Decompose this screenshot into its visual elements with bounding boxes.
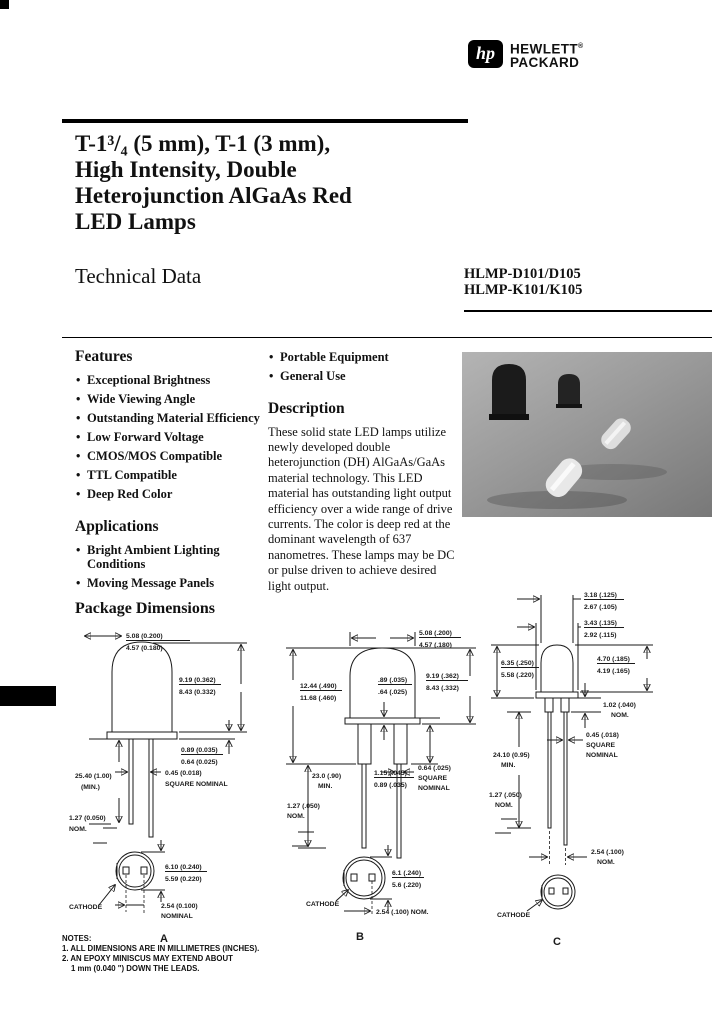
dim-b-flange-1: .89 (.035) [378, 677, 408, 684]
dim-a-lead-length: 25.40 (1.00) [75, 773, 112, 780]
dim-b-body-height-1: 9.19 (.362) [426, 673, 459, 680]
applications-list [75, 543, 261, 591]
dim-b-total-1: 12.44 (.490) [300, 683, 337, 690]
dim-c-cap-3: 3.43 (.135) [584, 620, 617, 627]
hp-logo-text [510, 40, 584, 69]
dim-b-total-2: 11.68 (.460) [300, 695, 337, 702]
registered-mark: ® [578, 43, 584, 50]
dim-c-lead-size-square: SQUARE [586, 742, 616, 749]
led-outline-a [107, 642, 177, 837]
part-numbers-rule [464, 310, 712, 312]
dimension-lines-c [491, 595, 653, 865]
diagram-label-c: C [553, 936, 561, 948]
cathode-label-b: CATHODE [306, 901, 340, 908]
dim-c-lead-size-nominal: NOMINAL [586, 752, 618, 759]
dim-c-lead-size: 0.45 (.018) [586, 732, 619, 739]
dim-c-cap-4: 2.92 (.115) [584, 632, 617, 639]
dim-b-pitch: 2.54 (.100) NOM. [376, 909, 429, 916]
dim-b-lead-length: 23.0 (.90) [312, 773, 342, 780]
dim-a-flange-2: 0.64 (0.025) [181, 759, 218, 766]
dim-c-pitch-nom: NOM. [597, 859, 615, 866]
applications-heading: Applications [75, 517, 159, 535]
dim-c-lead-length-min: MIN. [501, 762, 516, 769]
note-line: 2. AN EPOXY MINISCUS MAY EXTEND ABOUT [62, 954, 233, 963]
note-line: 1. ALL DIMENSIONS ARE IN MILLIMETRES (INCHES). [62, 944, 260, 953]
list-item: • General Use [280, 369, 456, 384]
dim-c-seat: 1.27 (.050) [489, 792, 522, 799]
part-number: HLMP-D101/D105 [464, 266, 581, 282]
dim-b-standoff-2: 0.89 (.035) [374, 782, 407, 789]
list-item: • Deep Red Color [87, 487, 261, 502]
dim-c-standoff: 1.02 (.040) [603, 702, 636, 709]
list-item: • Exceptional Brightness [87, 373, 261, 388]
list-item: • Low Forward Voltage [87, 430, 261, 445]
dim-a-seat: 1.27 (0.050) [69, 815, 106, 822]
base-view-b [336, 845, 424, 914]
package-diagram-a [65, 622, 280, 957]
package-dimensions-heading: Package Dimensions [75, 600, 215, 617]
dim-b-body-height-2: 8.43 (.332) [426, 685, 459, 692]
description-body: These solid state LED lamps utilize newly developed double heterojunction (DH) AlGaAs/GaAs material technology. This LED material has outstanding light output efficiency over a wide range of drive currents. The color is deep red at the dominant wavelength of 637 nanometres. These lamps may be DC or pulse driven to achieve desired light output. [268, 424, 455, 593]
hp-logo [468, 40, 584, 69]
page-title [75, 131, 485, 235]
dim-c-standoff-nom: NOM. [611, 712, 629, 719]
dim-c-cap-2: 2.67 (.105) [584, 604, 617, 611]
description-heading: Description [268, 399, 345, 417]
dim-c-dome-1: 4.70 (.185) [597, 656, 630, 663]
dim-b-diameter-mm: 5.08 (.200) [419, 630, 452, 637]
dim-c-seat-nom: NOM. [495, 802, 513, 809]
logo-line1: HEWLETT [510, 41, 579, 57]
dim-b-flange-2: .64 (.025) [378, 689, 408, 696]
dim-c-lead-length: 24.10 (0.95) [493, 752, 530, 759]
note-line: 1 mm (0.040 ") DOWN THE LEADS. [71, 964, 200, 973]
dim-a-lead-length-min: (MIN.) [81, 784, 100, 791]
dim-c-body-2: 5.58 (.220) [501, 672, 534, 679]
product-photo [462, 352, 712, 517]
dim-c-body-1: 6.35 (.250) [501, 660, 534, 667]
footnotes [62, 934, 259, 974]
dim-a-diameter-in: 4.57 (0.180) [126, 645, 163, 652]
dim-c-pitch: 2.54 (.100) [591, 849, 624, 856]
dim-b-standoff-1: 1.15 (.045) [374, 770, 407, 777]
dim-a-flange-1: 0.89 (0.035) [181, 747, 218, 754]
features-column [75, 348, 261, 595]
notes-heading: NOTES: [62, 934, 92, 943]
list-item: • CMOS/MOS Compatible [87, 449, 261, 464]
logo-line2: PACKARD [510, 54, 580, 70]
diagram-label-b: B [356, 931, 364, 943]
uses-list [268, 350, 456, 384]
cathode-label-a: CATHODE [69, 904, 103, 911]
dim-a-base-1: 6.10 (0.240) [165, 864, 202, 871]
dim-b-lead-size-nominal: NOMINAL [418, 785, 450, 792]
dim-a-seat-nom: NOM. [69, 826, 87, 833]
dim-a-pitch: 2.54 (0.100) [161, 903, 198, 910]
list-item: • Portable Equipment [280, 350, 456, 365]
dim-a-lead-size-note: SQUARE NOMINAL [165, 781, 228, 788]
print-registration-bar [0, 686, 56, 706]
dim-b-lead-size-square: SQUARE [418, 775, 448, 782]
base-view-c [527, 875, 575, 911]
title-line: T-1³/₄ (5 mm), T-1 (3 mm), [75, 131, 331, 156]
dim-b-lead-size: 0.64 (.025) [418, 765, 451, 772]
dim-b-seat: 1.27 (.050) [287, 803, 320, 810]
led-photo-illustration [462, 352, 712, 517]
list-item: • Moving Message Panels [87, 576, 261, 591]
led-outline-c [536, 645, 578, 845]
dim-a-lead-size: 0.45 (0.018) [165, 770, 202, 777]
list-item: • Wide Viewing Angle [87, 392, 261, 407]
print-corner-mark [0, 0, 9, 9]
section-divider-rule [62, 337, 712, 338]
dim-a-body-height-2: 8.43 (0.332) [179, 689, 216, 696]
dim-a-pitch-nom: NOMINAL [161, 913, 193, 920]
title-line: LED Lamps [75, 209, 196, 234]
dim-a-base-2: 5.59 (0.220) [165, 876, 202, 883]
list-item: • Outstanding Material Efficiency [87, 411, 261, 426]
hp-logo-icon: hp [468, 40, 503, 68]
dim-b-seat-nom: NOM. [287, 813, 305, 820]
dim-b-base-1: 6.1 (.240) [392, 870, 422, 877]
dim-c-cap-1: 3.18 (.125) [584, 592, 617, 599]
title-rule [62, 119, 468, 123]
cathode-label-c: CATHODE [497, 912, 531, 919]
package-diagram-c [485, 585, 717, 955]
features-heading: Features [75, 348, 133, 365]
title-line: High Intensity, Double [75, 157, 297, 182]
list-item: • Bright Ambient Lighting Conditions [87, 543, 261, 572]
dim-a-body-height-1: 9.19 (0.362) [179, 677, 216, 684]
part-number: HLMP-K101/K105 [464, 282, 583, 298]
subtitle-technical-data: Technical Data [75, 264, 202, 288]
package-diagram-b [278, 618, 483, 953]
diagram-label-a: A [160, 933, 168, 945]
dark-5mm-led [489, 364, 545, 494]
dim-b-base-2: 5.6 (.220) [392, 882, 422, 889]
title-line: Heterojunction AlGaAs Red [75, 183, 352, 208]
list-item: • TTL Compatible [87, 468, 261, 483]
dim-c-dome-2: 4.19 (.165) [597, 668, 630, 675]
features-list [75, 373, 261, 502]
part-numbers [464, 266, 582, 298]
description-column [268, 350, 456, 594]
dim-b-lead-length-min: MIN. [318, 783, 333, 790]
dimension-lines-b [286, 632, 476, 848]
dim-b-diameter-in: 4.57 (.180) [419, 642, 452, 649]
dim-a-diameter-mm: 5.08 (0.200) [126, 633, 163, 640]
